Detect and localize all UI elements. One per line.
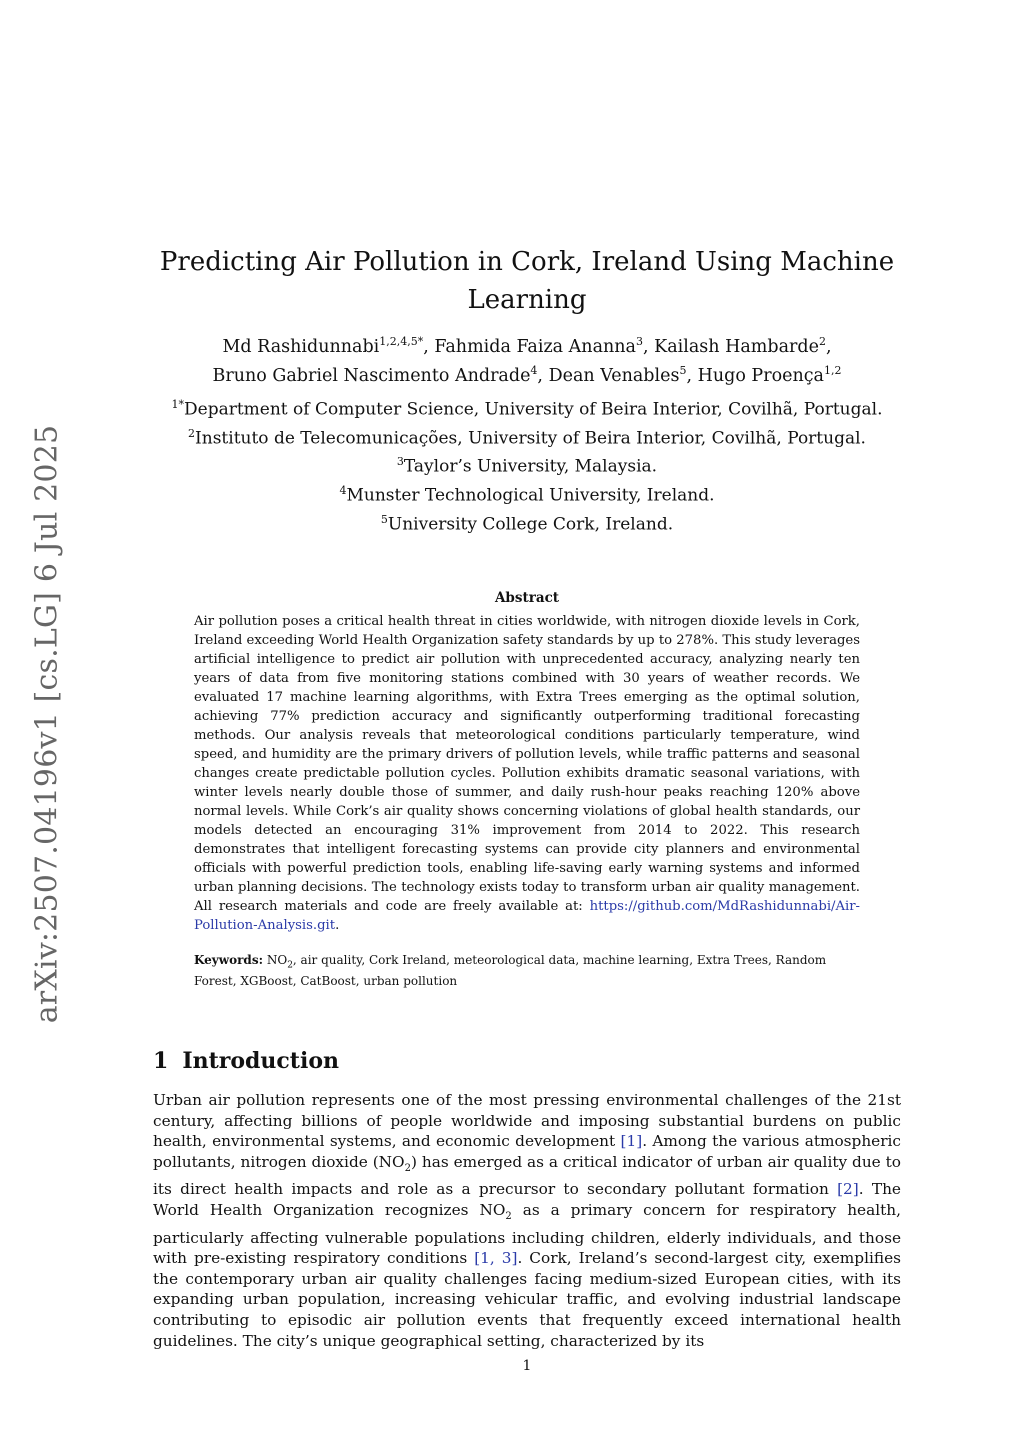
affiliation-text: Department of Computer Science, University of Beira Interior, Covilhã, Portugal.: [184, 399, 883, 420]
author-name: Fahmida Faiza Ananna: [434, 336, 636, 357]
author-name: Hugo Proença: [697, 365, 824, 386]
author-affil-sup: 3: [635, 335, 643, 348]
affiliation-sup: 1*: [171, 398, 185, 411]
author-separator: ,: [423, 336, 435, 357]
citation-link[interactable]: [1, 3]: [474, 1249, 518, 1268]
affiliation-list: [130, 393, 924, 536]
subscript: 2: [505, 1211, 512, 1223]
abstract-end: .: [335, 918, 340, 933]
page-number: 1: [522, 1358, 532, 1374]
author-name: Kailash Hambarde: [654, 336, 819, 357]
arxiv-identifier: [26, 424, 68, 1024]
author-affil-sup: 4: [530, 363, 538, 377]
author-name: Dean Venables: [548, 365, 680, 386]
subscript: 2: [404, 1162, 411, 1174]
author-affil-sup: 5: [679, 363, 687, 377]
intro-text: . Among the various atmospheric pollutants, nitrogen dioxide (NO: [153, 1132, 902, 1171]
affiliation-sup: 5: [380, 512, 388, 526]
author-line-1: [130, 330, 924, 359]
intro-text: Urban air pollution represents one of the most pressing environmental challenges of the 21st century, affecting billions of people worldwide and imposing substantial burdens on public health, environmental systems, and economic development: [153, 1091, 901, 1151]
author-name: Bruno Gabriel Nascimento Andrade: [212, 365, 531, 386]
author-separator: ,: [642, 336, 655, 357]
affiliation: [130, 479, 924, 508]
intro-text: . Cork, Ireland’s second-largest city, exemplifies the contemporary urban air quality challenges facing medium-sized European cities, with its expanding urban population, increasing vehicular traffic, and evolving industrial landscape contributing to episodic air pollution events that frequently exceed international health guidelines. The city’s unique geographical setting, characterized by its: [153, 1249, 901, 1350]
author-separator: ,: [825, 336, 832, 357]
affiliation-text: Munster Technological University, Ireland.: [346, 485, 715, 506]
keywords: [194, 952, 860, 989]
author-separator: ,: [686, 365, 698, 386]
section-heading: [153, 1048, 339, 1074]
affiliation-sup: 3: [396, 455, 404, 469]
author-affil-sup: 2: [818, 335, 826, 348]
affiliation-text: Taylor’s University, Malaysia.: [403, 456, 658, 477]
author-list: [130, 330, 924, 388]
affiliation: [130, 422, 924, 451]
keywords-label: Keywords:: [194, 953, 264, 967]
affiliation-sup: 2: [188, 426, 196, 440]
keyword-no2: NO: [266, 953, 288, 967]
abstract-body: [194, 612, 860, 935]
abstract-heading: Abstract: [494, 590, 560, 606]
affiliation-text: Instituto de Telecomunicações, University of Beira Interior, Covilhã, Portugal.: [195, 428, 866, 449]
keywords-list: , air quality, Cork Ireland, meteorological data, machine learning, Extra Trees, Random Forest, XGBoost, CatBoost, urban pollution: [194, 953, 827, 989]
author-affil-sup: 1,2,4,5*: [379, 335, 424, 348]
affiliation: [130, 393, 924, 422]
arxiv-identifier-text: arXiv:2507.04196v1 [cs.LG] 6 Jul 2025: [29, 424, 65, 1024]
paper-title: Predicting Air Pollution in Cork, Ireland Using Machine Learning: [159, 247, 895, 316]
intro-text: as a primary concern for respiratory health, particularly affecting vulnerable populations including children, elderly individuals, and those with pre-existing respiratory conditions: [153, 1201, 901, 1268]
intro-text: ) has emerged as a critical indicator of urban air quality due to its direct health impacts and role as a precursor to secondary pollutant formation: [153, 1152, 901, 1199]
abstract-text: Air pollution poses a critical health threat in cities worldwide, with nitrogen dioxide levels in Cork, Ireland exceeding World Health Organization safety standards by up to 278%. This study leverages artificial intelligence to predict air pollution with unprecedented accuracy, analyzing nearly ten years of data from five monitoring stations combined with 30 years of weather records. We evaluated 17 machine learning algorithms, with Extra Trees emerging as the optimal solution, achieving 77% prediction accuracy and significantly outperforming traditional forecasting methods. Our analysis reveals that meteorological conditions particularly temperature, wind speed, and humidity are the primary drivers of pollution levels, while traffic patterns and seasonal changes create predictable pollution cycles. Pollution exhibits dramatic seasonal variations, with winter levels nearly double those of summer, and daily rush-hour peaks reaching 120% above normal levels. While Cork’s air quality shows concerning violations of global health standards, our models detected an encouraging 31% improvement from 2014 to 2022. This research demonstrates that intelligent forecasting systems can provide city planners and environmental officials with powerful prediction tools, enabling life-saving early warning systems and informed urban planning decisions. The technology exists today to transform urban air quality management. All research materials and code are freely available at:: [194, 614, 860, 914]
section-number: 1: [153, 1048, 169, 1074]
author-line-2: [130, 359, 924, 388]
keyword-no2-sub: 2: [287, 960, 293, 971]
affiliation-sup: 4: [339, 483, 347, 497]
citation-link[interactable]: [2]: [837, 1180, 859, 1199]
repository-link[interactable]: https://github.com/MdRashidunnabi/Air-Pollution-Analysis.git: [194, 899, 860, 933]
introduction-paragraph: [153, 1090, 901, 1351]
section-title: Introduction: [182, 1048, 339, 1074]
affiliation-text: University College Cork, Ireland.: [387, 514, 674, 535]
author-separator: ,: [537, 365, 549, 386]
author-name: Md Rashidunnabi: [222, 336, 380, 357]
author-affil-sup: 1,2: [823, 363, 842, 377]
citation-link[interactable]: [1]: [620, 1132, 643, 1151]
affiliation: [130, 450, 924, 479]
intro-text: . The World Health Organization recognizes NO: [153, 1180, 901, 1220]
affiliation: [130, 508, 924, 537]
